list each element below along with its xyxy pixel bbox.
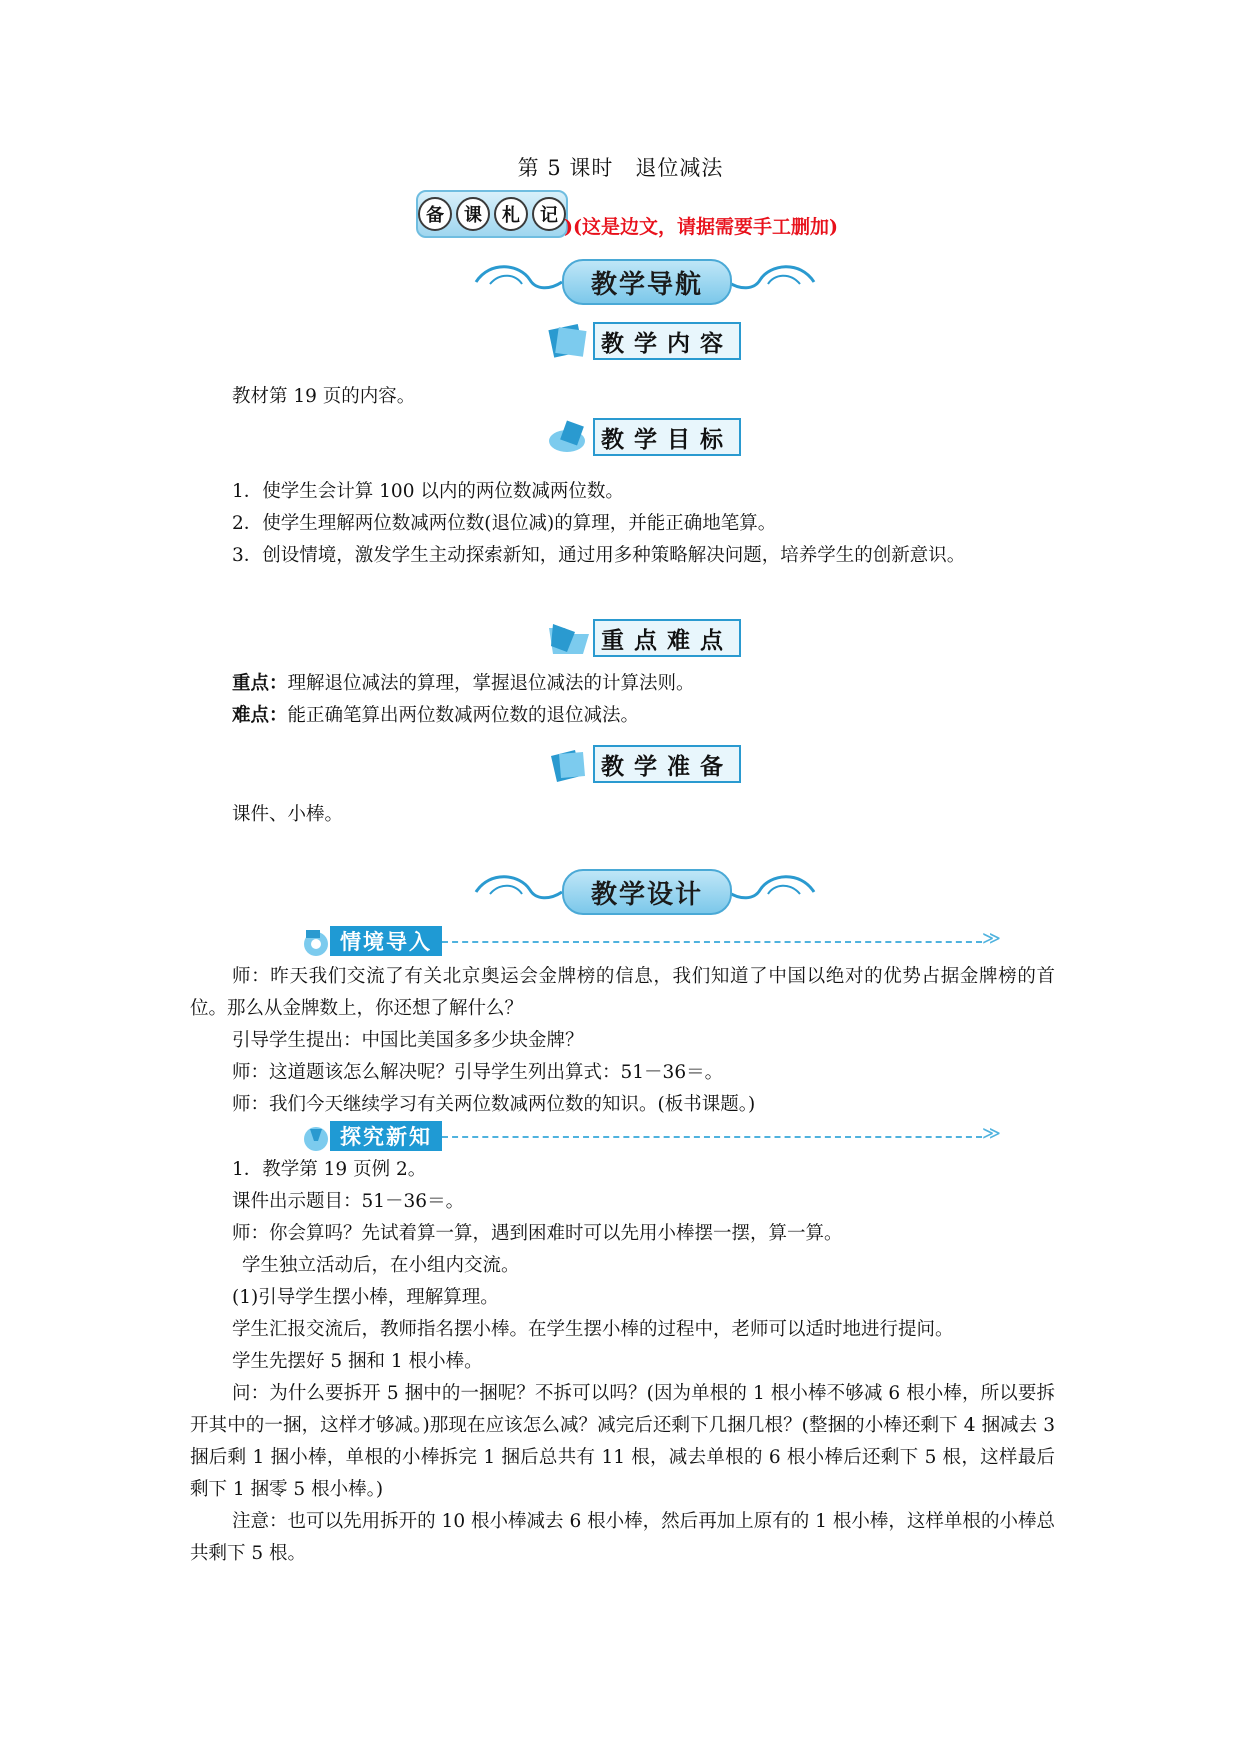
difficult-text: 能正确笔算出两位数减两位数的退位减法。 — [287, 705, 640, 726]
section-label: 教学内容 — [593, 322, 741, 360]
section-label: 重点难点 — [593, 619, 741, 657]
explore-paragraph: 注意：也可以先用拆开的 10 根小棒减去 6 根小棒，然后再加上原有的 1 根小棒，这样单根的小棒总共剩下 5 根。 — [190, 1511, 1055, 1564]
flask-icon — [300, 1121, 332, 1153]
subsection-tag: 情境导入 — [330, 926, 442, 956]
key-point — [190, 668, 1055, 700]
key-text: 理解退位减法的算理，掌握退位减法的计算法则。 — [287, 673, 695, 694]
section-heading-goals — [545, 417, 741, 457]
subsection-tag: 探究新知 — [330, 1121, 442, 1151]
banner-label: 教学导航 — [562, 259, 732, 305]
explore-paragraph: 1．教学第 19 页例 2。 — [232, 1159, 427, 1180]
explore-paragraph: 学生汇报交流后，教师指名摆小棒。在学生摆小棒的过程中，老师可以适时地进行提问。 — [232, 1319, 954, 1340]
intro-paragraph: 师：这道题该怎么解决呢？引导学生列出算式：51－36＝。 — [232, 1062, 724, 1083]
badge-char: 记 — [532, 197, 566, 231]
book-icon — [545, 321, 593, 361]
goal-item: 2．使学生理解两位数减两位数(退位减)的算理，并能正确地笔算。 — [232, 513, 777, 534]
explore-paragraph: 课件出示题目：51－36＝。 — [232, 1191, 465, 1212]
subsection-intro — [300, 924, 1000, 960]
difficult-point — [190, 700, 1055, 732]
content-text: 教材第 19 页的内容。 — [232, 386, 416, 407]
notebook-icon — [545, 744, 593, 784]
goal-item: 1．使学生会计算 100 以内的两位数减两位数。 — [232, 481, 624, 502]
camera-icon — [300, 926, 332, 958]
badge-char: 备 — [418, 197, 452, 231]
dashed-divider — [442, 1136, 982, 1138]
explore-paragraph: 师：你会算吗？先试着算一算，遇到困难时可以先用小棒摆一摆，算一算。 — [232, 1223, 843, 1244]
section-heading-prep — [545, 744, 741, 784]
intro-paragraph: 引导学生提出：中国比美国多多少块金牌？ — [232, 1030, 584, 1051]
explore-paragraph: 问：为什么要拆开 5 捆中的一捆呢？不拆可以吗？(因为单根的 1 根小棒不够减 6 根小棒，所以要拆开其中的一捆，这样才够减。)那现在应该怎么减？减完后还剩下几捆几根？(整捆的小棒还剩下 4 捆减去 3 捆后剩 1 捆小棒，单根的小棒拆完 1 捆后总共有 11 根，减去单根的 6 根小棒后还剩下 5 根，这样最后剩下 1 捆零 5 根小棒。) — [190, 1383, 1055, 1500]
prep-text: 课件、小棒。 — [232, 804, 344, 825]
margin-note: )(这是边文，请据需要手工删加) — [564, 216, 838, 238]
explore-paragraph: 学生独立活动后，在小组内交流。 — [242, 1255, 520, 1276]
goal-item: 3．创设情境，激发学生主动探索新知，通过用多种策略解决问题，培养学生的创新意识。 — [232, 545, 966, 566]
dashed-divider — [442, 941, 982, 943]
banner-teaching-nav — [470, 250, 820, 312]
page-title: 第 5 课时 退位减法 — [517, 156, 724, 180]
section-label: 教学准备 — [593, 745, 741, 783]
explore-paragraph: (1)引导学生摆小棒，理解算理。 — [232, 1287, 499, 1308]
explore-paragraph: 学生先摆好 5 捆和 1 根小棒。 — [232, 1351, 483, 1372]
key-label: 重点： — [232, 673, 288, 694]
double-arrow-icon: ≫ — [982, 1123, 1001, 1144]
target-icon — [545, 417, 593, 457]
intro-paragraph: 师：昨天我们交流了有关北京奥运会金牌榜的信息，我们知道了中国以绝对的优势占据金牌榜的首位。那么从金牌数上，你还想了解什么？ — [190, 966, 1055, 1019]
banner-label: 教学设计 — [562, 869, 732, 915]
folder-icon — [545, 618, 593, 658]
badge-char: 札 — [494, 197, 528, 231]
subsection-explore — [300, 1119, 1000, 1155]
intro-paragraph: 师：我们今天继续学习有关两位数减两位数的知识。(板书课题。) — [232, 1094, 756, 1115]
section-label: 教学目标 — [593, 418, 741, 456]
difficult-label: 难点： — [232, 705, 288, 726]
banner-teaching-design — [470, 860, 820, 922]
section-heading-keypoints — [545, 618, 741, 658]
double-arrow-icon: ≫ — [982, 928, 1001, 949]
badge-char: 课 — [456, 197, 490, 231]
section-heading-content — [545, 321, 741, 361]
lesson-note-badge — [416, 190, 568, 238]
